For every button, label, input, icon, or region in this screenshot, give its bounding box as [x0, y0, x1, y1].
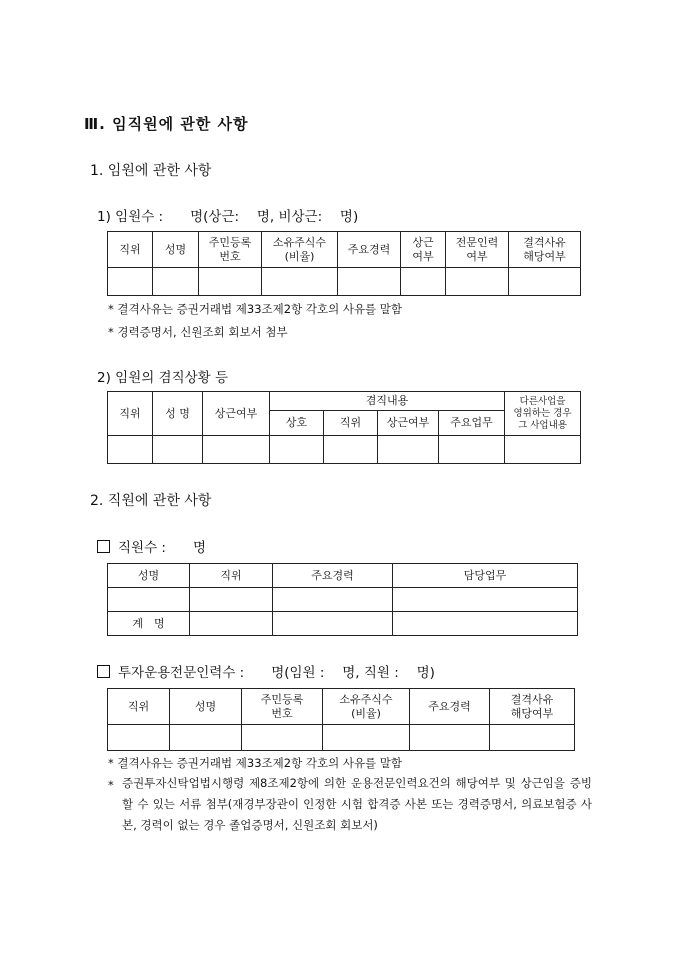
total-label: 계 명 [108, 612, 190, 636]
col-header-expert: 전문인력 여부 [446, 232, 509, 268]
col-header-name: 성명 [108, 564, 190, 588]
concurrent-positions-table [107, 391, 581, 464]
expert-count-label: 투자운용전문인력수 : 명(임원 : 명, 직원 : 명) [118, 665, 435, 681]
table-row [108, 268, 581, 296]
col-header-shares: 소유주식수 (비율) [262, 232, 338, 268]
col-header-position: 직위 [190, 564, 273, 588]
staff-count-line [97, 536, 206, 556]
col-header-other-business: 다른사업을 영위하는 경우 그 사업내용 [505, 392, 581, 436]
col-header-disqualification: 결격사유 해당여부 [490, 689, 575, 725]
col-header-company: 상호 [270, 411, 324, 436]
table-row [108, 436, 581, 464]
col-header-position: 직위 [108, 392, 153, 436]
note-disqualification: * 결격사유는 증권거래법 제33조제2항 각호의 사유를 말함 [108, 302, 403, 316]
checkbox-square-icon [97, 540, 110, 553]
col-header-role: 직위 [324, 411, 378, 436]
col-header-career: 주요경력 [273, 564, 393, 588]
staff-count-label: 직원수 : 명 [118, 540, 207, 556]
checkbox-square-icon [97, 665, 110, 678]
col-header-main-duty: 주요업무 [439, 411, 505, 436]
col-header-disqualification: 결격사유 해당여부 [509, 232, 581, 268]
concurrent-positions-title: 2) 임원의 겸직상황 등 [97, 370, 229, 386]
officer-count-line: 1) 임원수 : 명(상근: 명, 비상근: 명) [97, 209, 359, 225]
col-group-concurrent: 겸직내용 [270, 392, 505, 411]
officer-table [107, 231, 581, 296]
page-title: Ⅲ. 임직원에 관한 사항 [84, 115, 249, 133]
total-row [108, 612, 578, 636]
staff-table [107, 563, 578, 636]
table-row [108, 725, 575, 751]
expert-count-line [97, 661, 435, 681]
col-header-career: 주요경력 [410, 689, 490, 725]
col-header-name: 성 명 [153, 392, 203, 436]
col-header-fulltime: 상근여부 [203, 392, 270, 436]
note-bullet: * [108, 778, 114, 792]
col-header-shares: 소유주식수 (비율) [323, 689, 410, 725]
expert-table [107, 688, 575, 751]
section-1-title: 1. 임원에 관한 사항 [90, 163, 212, 179]
col-header-career: 주요경력 [338, 232, 401, 268]
note-attachments: * 경력증명서, 신원조회 회보서 첨부 [108, 325, 288, 339]
table-row [108, 588, 578, 612]
col-header-fulltime: 상근 여부 [401, 232, 446, 268]
col-header-resident-number: 주민등록 번호 [242, 689, 323, 725]
col-header-resident-number: 주민등록 번호 [199, 232, 262, 268]
note-expert-requirements: 증권투자신탁업법시행령 제8조제2항에 의한 운용전문인력요건의 해당여부 및 상근임을 증빙할 수 있는 서류 첨부(재경부장관이 인정한 시험 합격증 사본 또는 경력증명서, 의료보험증 사본, 경력이 없는 경우 졸업증명서, 신원조회 회보서) [122, 776, 592, 832]
col-header-is-fulltime: 상근여부 [378, 411, 439, 436]
col-header-position: 직위 [108, 232, 153, 268]
col-header-name: 성명 [153, 232, 199, 268]
col-header-duty: 담당업무 [393, 564, 578, 588]
col-header-name: 성명 [170, 689, 242, 725]
section-2-title: 2. 직원에 관한 사항 [90, 493, 212, 509]
note-disqualification-2: * 결격사유는 증권거래법 제33조제2항 각호의 사유를 말함 [108, 756, 403, 770]
col-header-position: 직위 [108, 689, 170, 725]
